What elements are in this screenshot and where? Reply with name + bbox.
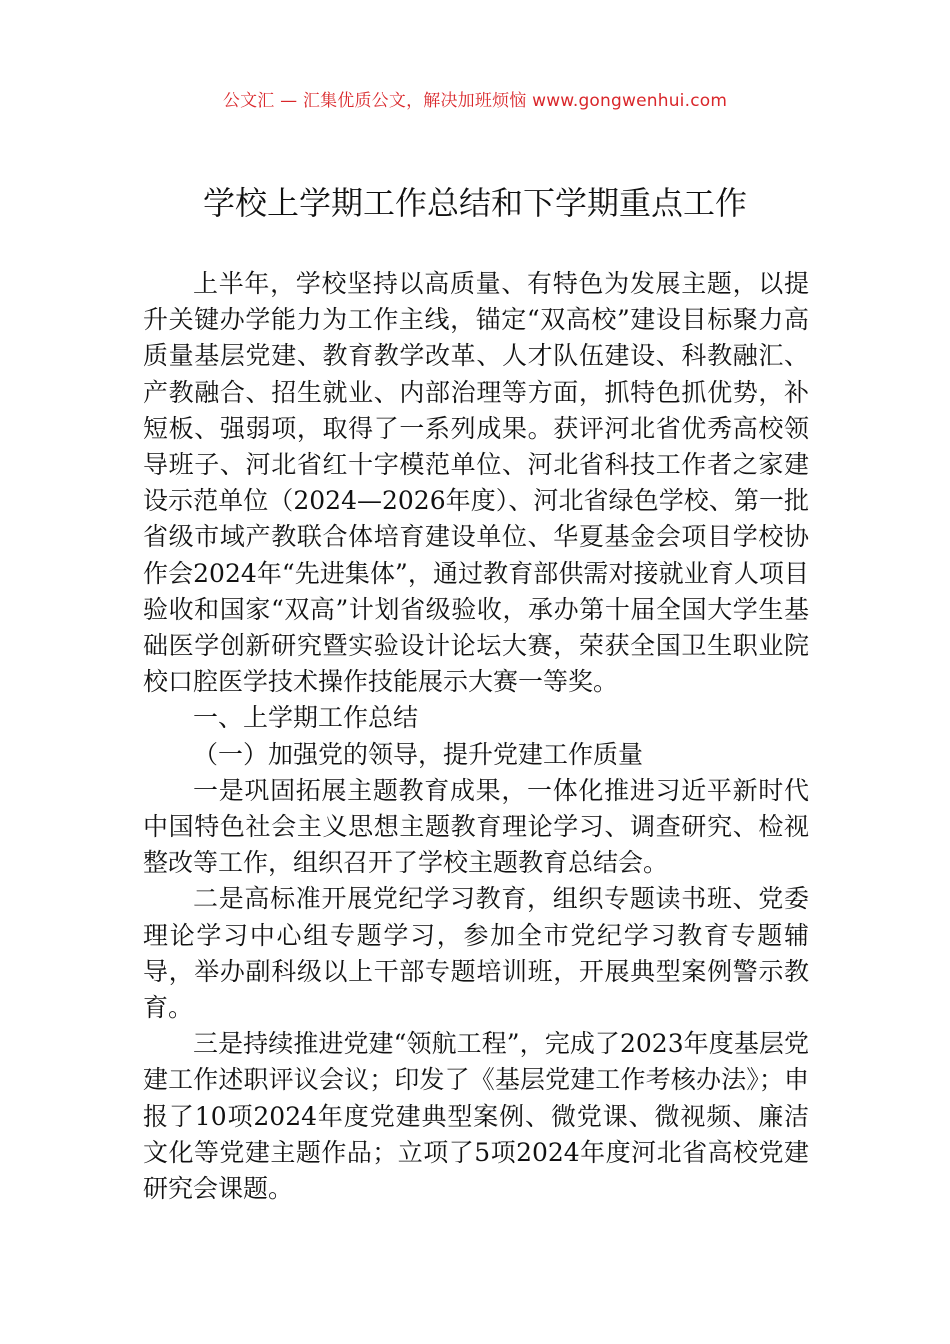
document-body: [143, 266, 809, 1207]
document-title: 学校上学期工作总结和下学期重点工作: [202, 184, 747, 222]
body-paragraph-2: 二是高标准开展党纪学习教育，组织专题读书班、党委理论学习中心组专题学习，参加全市党纪学习教育专题辅导，举办副科级以上干部专题培训班，开展典型案例警示教育。: [143, 884, 809, 1023]
intro-paragraph: 上半年，学校坚持以高质量、有特色为发展主题，以提升关键办学能力为工作主线，锚定“双高校”建设目标聚力高质量基层党建、教育教学改革、人才队伍建设、科教融汇、产教融合、招生就业、内部治理等方面，抓特色抓优势，补短板、强弱项，取得了一系列成果。获评河北省优秀高校领导班子、河北省红十字模范单位、河北省科技工作者之家建设示范单位（2024—2026年度）、河北省绿色学校、第一批省级市域产教联合体培育建设单位、华夏基金会项目学校协作会2024年“先进集体”，通过教育部供需对接就业育人项目验收和国家“双高”计划省级验收，承办第十届全国大学生基础医学创新研究暨实验设计论坛大赛，荣获全国卫生职业院校口腔医学技术操作技能展示大赛一等奖。: [143, 269, 809, 697]
section-heading: 一、上学期工作总结: [193, 703, 419, 733]
body-paragraph-1: 一是巩固拓展主题教育成果，一体化推进习近平新时代中国特色社会主义思想主题教育理论学习、调查研究、检视整改等工作，组织召开了学校主题教育总结会。: [143, 775, 809, 878]
subsection-heading: （一）加强党的领导，提升党建工作质量: [193, 739, 644, 769]
site-header-banner: 公文汇 — 汇集优质公文，解决加班烦恼 www.gongwenhui.com: [222, 91, 728, 111]
body-paragraph-3: 三是持续推进党建“领航工程”，完成了2023年度基层党建工作述职评议会议；印发了《基层党建工作考核办法》；申报了10项2024年度党建典型案例、微党课、微视频、廉洁文化等党建主题作品；立项了5项2024年度河北省高校党建研究会课题。: [143, 1029, 809, 1204]
